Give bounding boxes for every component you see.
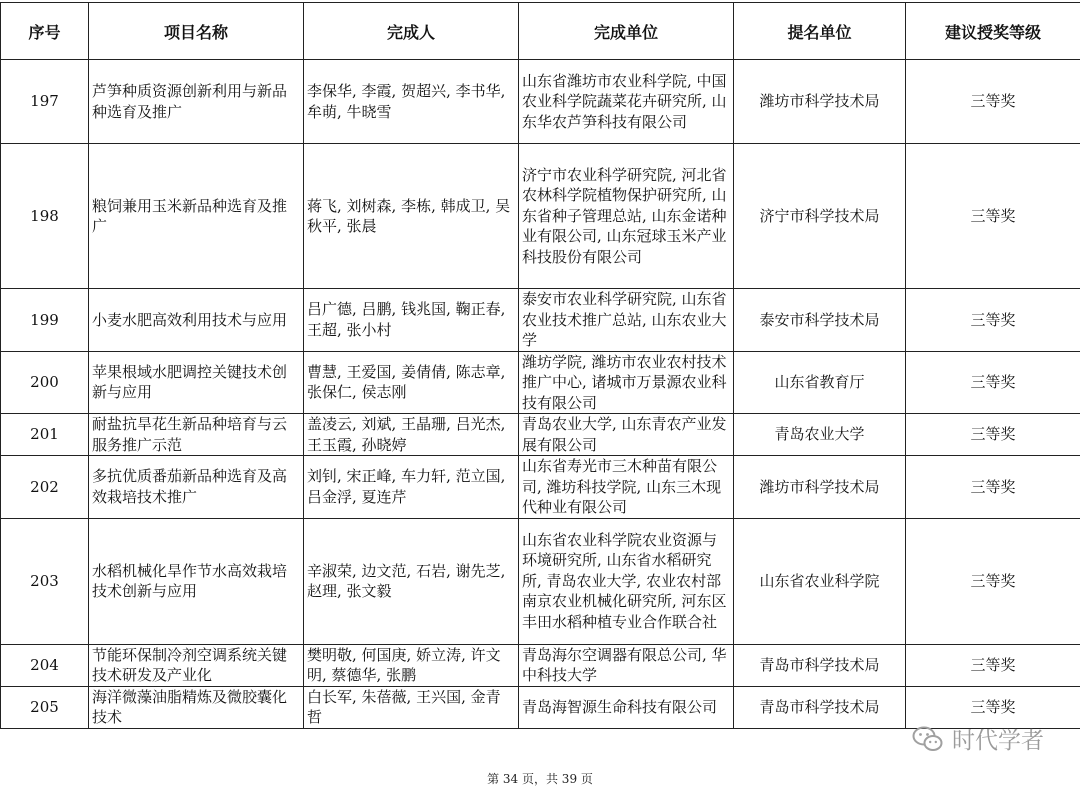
row-level: 三等奖 (906, 414, 1080, 456)
row-no: 197 (1, 60, 89, 144)
table-row (1, 60, 1080, 144)
row-level: 三等奖 (906, 144, 1080, 289)
row-project-name: 芦笋种质资源创新利用与新品种选育及推广 (89, 60, 304, 144)
row-people: 樊明敬, 何国庚, 娇立涛, 许文明, 蔡德华, 张鹏 (304, 644, 519, 686)
watermark (912, 722, 1044, 755)
row-project-name: 小麦水肥高效利用技术与应用 (89, 289, 304, 352)
wechat-icon (912, 725, 944, 753)
table-row (1, 518, 1080, 644)
table-row (1, 144, 1080, 289)
header-people: 完成人 (304, 3, 519, 60)
row-units: 潍坊学院, 潍坊市农业农村技术推广中心, 诸城市万景源农业科技有限公司 (519, 351, 734, 414)
row-units: 山东省农业科学院农业资源与环境研究所, 山东省水稻研究所, 青岛农业大学, 农业农村部南京农业机械化研究所, 河东区丰田水稻种植专业合作联合社 (519, 518, 734, 644)
row-people: 蒋飞, 刘树森, 李栋, 韩成卫, 吴秋平, 张晨 (304, 144, 519, 289)
row-no: 200 (1, 351, 89, 414)
table-row (1, 644, 1080, 686)
row-project-name: 水稻机械化旱作节水高效栽培技术创新与应用 (89, 518, 304, 644)
row-no: 204 (1, 644, 89, 686)
row-people: 吕广德, 吕鹏, 钱兆国, 鞠正春, 王超, 张小村 (304, 289, 519, 352)
row-level: 三等奖 (906, 60, 1080, 144)
table-row (1, 289, 1080, 352)
row-people: 盖凌云, 刘斌, 王晶珊, 吕光杰, 王玉霞, 孙晓婷 (304, 414, 519, 456)
row-people: 曹慧, 王爱国, 姜倩倩, 陈志章, 张保仁, 侯志刚 (304, 351, 519, 414)
page-footer: 第 34 页，共 39 页 (0, 770, 1080, 787)
row-no: 201 (1, 414, 89, 456)
row-units: 青岛海尔空调器有限总公司, 华中科技大学 (519, 644, 734, 686)
row-project-name: 海洋微藻油脂精炼及微胶囊化技术 (89, 686, 304, 728)
row-project-name: 节能环保制冷剂空调系统关键技术研发及产业化 (89, 644, 304, 686)
row-no: 203 (1, 518, 89, 644)
header-nominator: 提名单位 (734, 3, 906, 60)
table-row (1, 456, 1080, 519)
row-units: 山东省寿光市三木种苗有限公司, 潍坊科技学院, 山东三木现代种业有限公司 (519, 456, 734, 519)
row-nominator: 泰安市科学技术局 (734, 289, 906, 352)
row-nominator: 山东省农业科学院 (734, 518, 906, 644)
row-nominator: 青岛农业大学 (734, 414, 906, 456)
row-no: 199 (1, 289, 89, 352)
header-project-name: 项目名称 (89, 3, 304, 60)
row-project-name: 耐盐抗旱花生新品种培育与云服务推广示范 (89, 414, 304, 456)
row-units: 青岛海智源生命科技有限公司 (519, 686, 734, 728)
row-units: 青岛农业大学, 山东青农产业发展有限公司 (519, 414, 734, 456)
row-no: 205 (1, 686, 89, 728)
row-project-name: 苹果根域水肥调控关键技术创新与应用 (89, 351, 304, 414)
row-nominator: 青岛市科学技术局 (734, 686, 906, 728)
row-nominator: 青岛市科学技术局 (734, 644, 906, 686)
row-people: 李保华, 李霞, 贺超兴, 李书华, 牟萌, 牛晓雪 (304, 60, 519, 144)
header-row (1, 3, 1080, 60)
row-project-name: 多抗优质番茄新品种选育及高效栽培技术推广 (89, 456, 304, 519)
row-people: 刘钊, 宋正峰, 车力轩, 范立国, 吕金浮, 夏连芹 (304, 456, 519, 519)
row-project-name: 粮饲兼用玉米新品种选育及推广 (89, 144, 304, 289)
row-people: 辛淑荣, 边文范, 石岩, 谢先芝, 赵理, 张文毅 (304, 518, 519, 644)
row-nominator: 济宁市科学技术局 (734, 144, 906, 289)
table-row (1, 351, 1080, 414)
row-no: 198 (1, 144, 89, 289)
row-level: 三等奖 (906, 456, 1080, 519)
awards-table (0, 2, 1080, 729)
row-nominator: 潍坊市科学技术局 (734, 60, 906, 144)
header-no: 序号 (1, 3, 89, 60)
row-no: 202 (1, 456, 89, 519)
row-level: 三等奖 (906, 686, 1080, 728)
row-level: 三等奖 (906, 518, 1080, 644)
row-units: 山东省潍坊市农业科学院, 中国农业科学院蔬菜花卉研究所, 山东华农芦笋科技有限公司 (519, 60, 734, 144)
row-nominator: 潍坊市科学技术局 (734, 456, 906, 519)
row-units: 泰安市农业科学研究院, 山东省农业技术推广总站, 山东农业大学 (519, 289, 734, 352)
table-row (1, 414, 1080, 456)
row-people: 白长军, 朱蓓薇, 王兴国, 金青哲 (304, 686, 519, 728)
row-level: 三等奖 (906, 289, 1080, 352)
row-level: 三等奖 (906, 351, 1080, 414)
row-units: 济宁市农业科学研究院, 河北省农林科学院植物保护研究所, 山东省种子管理总站, 山东金诺种业有限公司, 山东冠球玉米产业科技股份有限公司 (519, 144, 734, 289)
watermark-text: 时代学者 (952, 722, 1044, 755)
row-nominator: 山东省教育厅 (734, 351, 906, 414)
row-level: 三等奖 (906, 644, 1080, 686)
header-units: 完成单位 (519, 3, 734, 60)
header-level: 建议授奖等级 (906, 3, 1080, 60)
